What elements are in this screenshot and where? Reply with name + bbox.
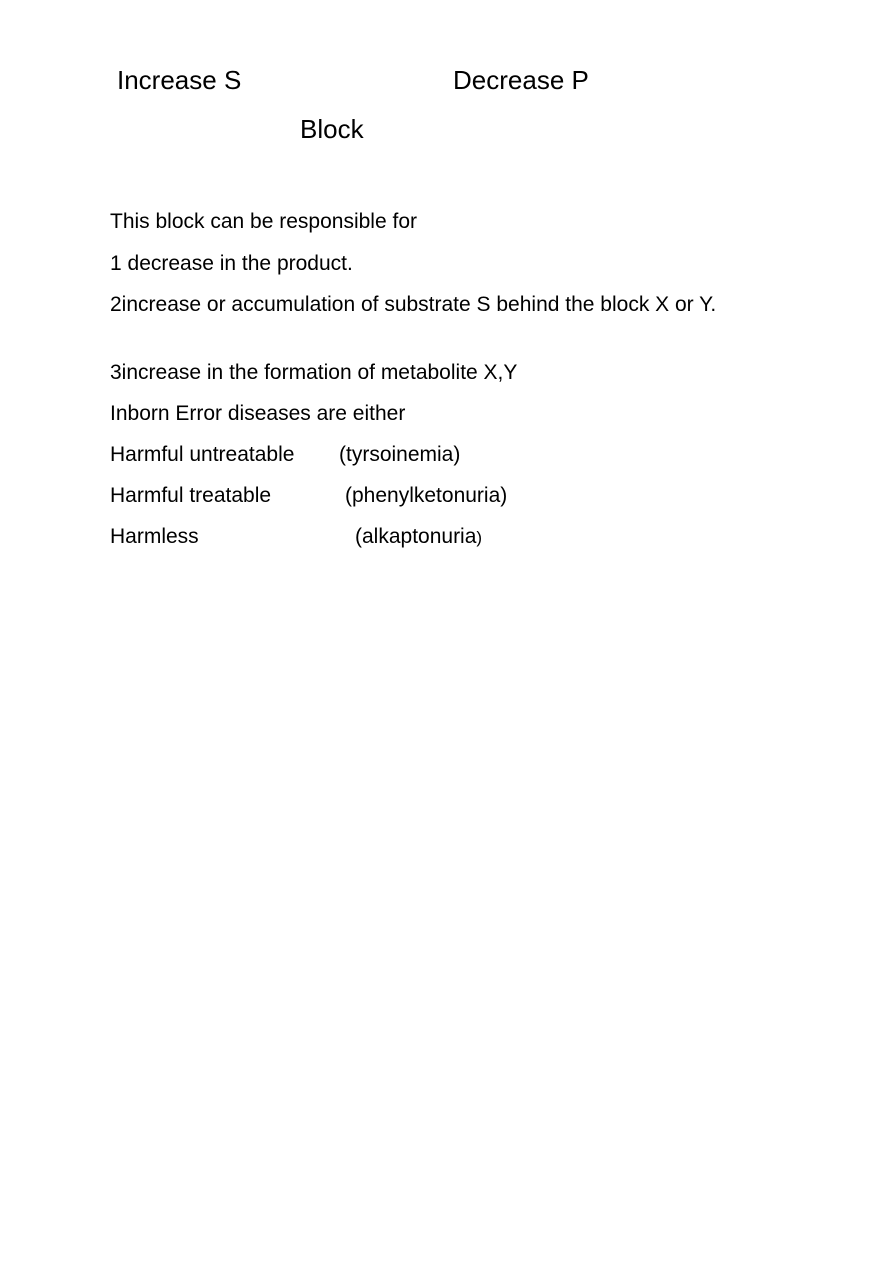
disease-example — [355, 523, 482, 551]
point-1-line: 1 decrease in the product. — [110, 252, 353, 275]
diseases-intro-line: Inborn Error diseases are either — [110, 402, 406, 425]
disease-category: Harmless — [110, 525, 199, 548]
intro-line: This block can be responsible for — [110, 210, 417, 233]
closing-parenthesis: ) — [476, 528, 483, 547]
disease-row — [110, 441, 461, 468]
point-2-line: 2increase or accumulation of substrate S behind the block X or Y. — [110, 293, 717, 316]
disease-example-text: (alkaptonuria — [355, 525, 477, 548]
disease-category: Harmful untreatable — [110, 443, 295, 466]
disease-row — [110, 482, 508, 509]
point-3-line: 3increase in the formation of metabolite X,Y — [110, 361, 518, 384]
disease-category: Harmful treatable — [110, 484, 272, 507]
disease-row — [110, 523, 483, 550]
disease-example: (phenylketonuria) — [345, 484, 508, 507]
increase-substrate-label: Increase S — [117, 65, 242, 95]
block-label: Block — [300, 114, 364, 144]
decrease-product-label: Decrease P — [453, 65, 589, 95]
disease-example: (tyrsoinemia) — [339, 443, 461, 466]
